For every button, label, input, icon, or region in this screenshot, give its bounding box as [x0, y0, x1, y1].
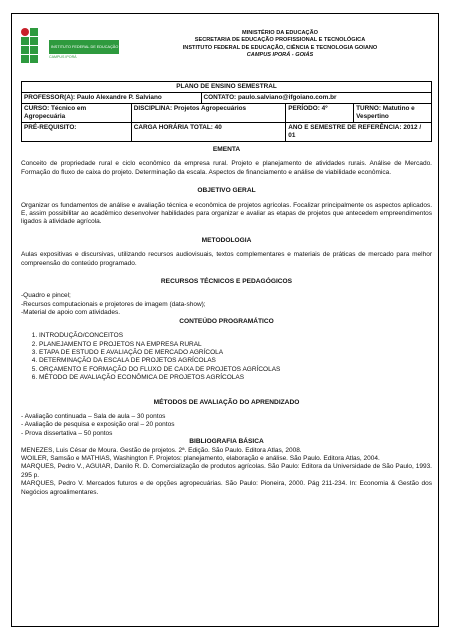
objetivo-text: Organizar os fundamentos de análise e avaliação técnica e econômica de projetos agrícolas. Focalizar principalmente os aspectos aplicados. E, assim possibilitar ao acadêmico desenvolver habilidades para organizar e avaliar as etapas de projetos que antecedem empreendimentos ligados à atividade agrícola. [21, 201, 432, 226]
bibliografia-item: WOILER, Samsão e MATHIAS, Washington F. Projetos: planejamento, elaboração e análise. São Paulo. Editora Atlas, 2004. [21, 454, 380, 462]
ementa-title: EMENTA [212, 146, 241, 153]
conteudo-title: CONTEÚDO PROGRAMÁTICO [179, 317, 274, 325]
discipline-field: DISCIPLINA: Projetos Agropecuários [131, 104, 286, 123]
plan-content [21, 146, 432, 497]
list-item: 4. DETERMINAÇÃO DA ESCALA DE PROJETOS AGRÍCOLAS [39, 357, 432, 365]
reference-year-field: ANO E SEMESTRE DE REFERÊNCIA: 2012 / 01 [286, 123, 432, 142]
header-line-institute: INSTITUTO FEDERAL DE EDUCAÇÃO, CIÊNCIA E TECNOLOGIA GOIANO [182, 44, 378, 51]
header-line-ministry: MINISTÉRIO DA EDUCAÇÃO [242, 30, 318, 36]
recursos-item: -Material de apoio com atividades. [21, 309, 120, 317]
list-item: 1. INTRODUÇÃO/CONCEITOS [39, 332, 432, 340]
ementa-text: Conceito de propriedade rural e ciclo econômico da empresa rural. Projeto e planejamento de atividades rurais. Análise de Mercado. Formação do fluxo de caixa do projeto. Determinação da escala. Aspectos de financiamento e análise de viabilidade econômica. [21, 160, 432, 176]
period-field: PERÍODO: 4º [286, 104, 354, 123]
bibliografia-title: BIBLIOGRAFIA BÁSICA [189, 438, 264, 446]
course-field: CURSO: Técnico em Agropecuária [22, 104, 132, 123]
bibliografia-item: MARQUES, Pedro V. Mercados futuros e de opções agropecuárias. São Paulo: Pioneira, 2000. Pág 211-234. In: Economia & Gestão dos Negócios agroalimentares. [21, 480, 432, 496]
contact-field: CONTATO: paulo.salviano@ifgoiano.com.br [201, 93, 431, 104]
conteudo-list [21, 332, 432, 382]
header-line-secretaria: SECRETARIA DE EDUCAÇÃO PROFISSIONAL E TECNOLÓGICA [194, 37, 366, 44]
professor-field: PROFESSOR(A): Paulo Alexandre P. Salviano [22, 93, 202, 104]
avaliacao-item: - Prova dissertativa – 50 pontos [21, 429, 113, 437]
objetivo-title: OBJETIVO GERAL [197, 187, 256, 195]
institute-logo [19, 24, 119, 68]
header-line-campus: CAMPUS IPORÁ - GOIÁS [246, 52, 314, 59]
workload-field: CARGA HORÁRIA TOTAL: 40 [131, 123, 286, 142]
bibliografia-item: MARQUES, Pedro V., AGUIAR, Danilo R. D. Comercialização de produtos agrícolas. São Paulo: Editora da Universidade de São Paulo, 1993. 295 p. [21, 463, 432, 479]
plan-info-table [21, 81, 432, 142]
avaliacao-item: - Avaliação continuada – Sala de aula – 30 pontos [21, 412, 166, 420]
recursos-item: -Recursos computacionais e projetores de imagem (data-show); [21, 300, 206, 308]
list-item: 5. ORÇAMENTO E FORMAÇÃO DO FLUXO DE CAIXA DE PROJETOS AGRÍCOLAS [39, 366, 432, 374]
logo-text: INSTITUTO FEDERAL DE EDUCAÇÃO [49, 40, 119, 54]
list-item: 3. ETAPA DE ESTUDO E AVALIAÇÃO DE MERCADO AGRÍCOLA [39, 349, 432, 357]
recursos-item: -Quadro e pincel; [21, 292, 71, 300]
logo-subtext: CAMPUS IPORÁ [49, 55, 77, 59]
recursos-title: RECURSOS TÉCNICOS E PEDAGÓGICOS [160, 278, 293, 286]
prerequisite-field: PRÉ-REQUISITO: [22, 123, 132, 142]
list-item: 6. MÉTODO DE AVALIAÇÃO ECONÔMICA DE PROJETOS AGRÍCOLAS [39, 374, 432, 382]
avaliacao-title: MÉTODOS DE AVALIAÇÃO DO APRENDIZADO [153, 398, 300, 406]
metodologia-title: METODOLOGIA [201, 236, 252, 244]
avaliacao-item: - Avaliação de pesquisa e exposição oral – 20 pontos [21, 421, 175, 429]
document-header [130, 30, 430, 60]
bibliografia-item: MENEZES, Luis César de Moura. Gestão de projetos. 2ª. Edição. São Paulo. Editora Atlas, 2008. [21, 446, 302, 454]
list-item: 2. PLANEJAMENTO E PROJETOS NA EMPRESA RURAL [39, 341, 432, 349]
logo-mark-icon [19, 24, 47, 68]
plan-title: PLANO DE ENSINO SEMESTRAL [22, 82, 432, 93]
shift-field: TURNO: Matutino e Vespertino [354, 104, 432, 123]
metodologia-text: Aulas expositivas e discursivas, utilizando recursos audiovisuais, textos complementares e materiais de práticas de mercado para melhor compreensão do conteúdo programado. [21, 251, 432, 267]
